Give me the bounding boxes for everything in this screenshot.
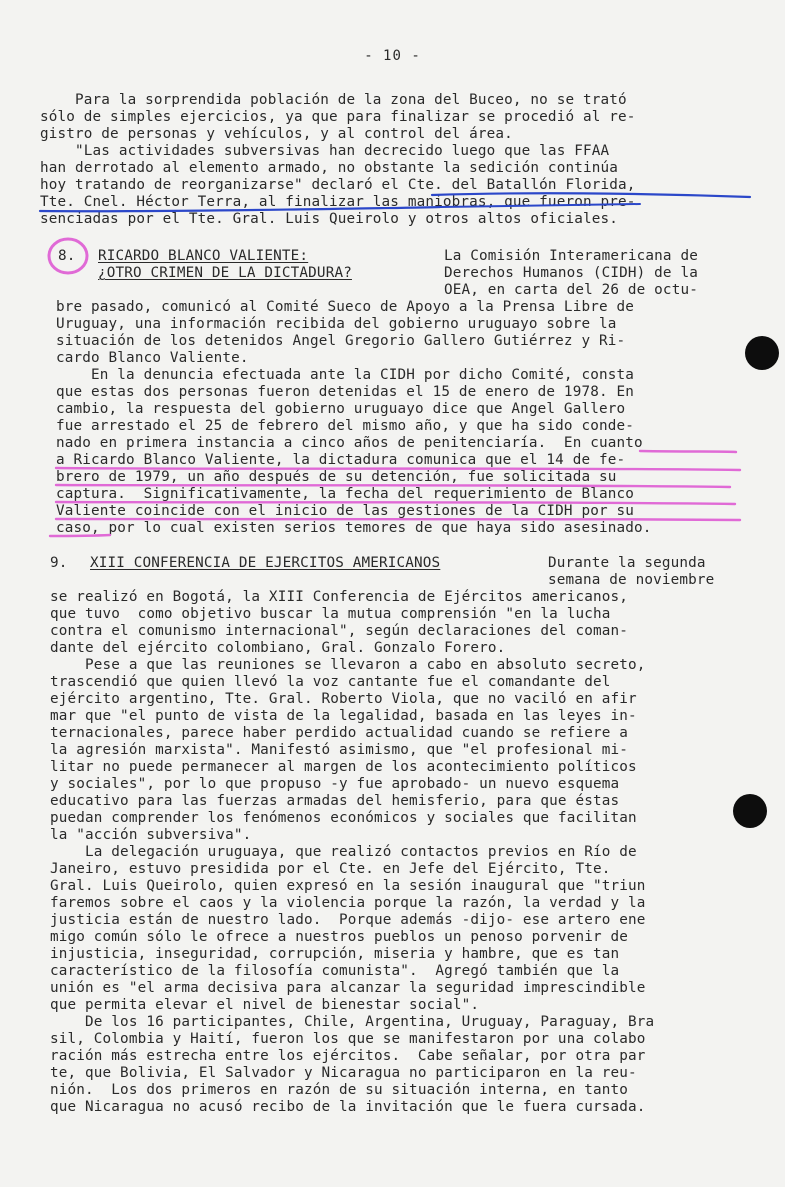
- text-line: mar que "el punto de vista de la legalidad, basada en las leyes in-: [50, 708, 637, 724]
- text-line: cardo Blanco Valiente.: [56, 350, 249, 366]
- text-line: que Nicaragua no acusó recibo de la invitación que le fuera cursada.: [50, 1099, 646, 1115]
- text-line: Durante la segunda: [548, 555, 706, 571]
- text-line: educativo para las fuerzas armadas del hemisferio, para que éstas: [50, 793, 620, 809]
- text-line: característico de la filosofía comunista". Agregó también que la: [50, 963, 620, 979]
- text-line: brero de 1979, un año después de su detención, fue solicitada su: [56, 469, 617, 485]
- text-line: puedan comprender los fenómenos económicos y sociales que facilitan: [50, 810, 637, 826]
- section-title-line1: RICARDO BLANCO VALIENTE:: [98, 248, 309, 264]
- text-line: fue arrestado el 25 de febrero del mismo año, y que ha sido conde-: [56, 418, 634, 434]
- text-line: "Las actividades subversivas han decrecido luego que las FFAA: [40, 143, 610, 159]
- text-line: nado en primera instancia a cinco años de penitenciaría. En cuanto: [56, 435, 643, 451]
- text-line: que tuvo como objetivo buscar la mutua comprensión "en la lucha: [50, 606, 611, 622]
- text-line: Valiente coincide con el inicio de las gestiones de la CIDH por su: [56, 503, 634, 519]
- text-line: En la denuncia efectuada ante la CIDH por dicho Comité, consta: [56, 367, 634, 383]
- text-line: Pese a que las reuniones se llevaron a cabo en absoluto secreto,: [50, 657, 646, 673]
- text-line: semana de noviembre: [548, 572, 715, 588]
- text-line: OEA, en carta del 26 de octu-: [444, 282, 698, 298]
- text-line: captura. Significativamente, la fecha del requerimiento de Blanco: [56, 486, 634, 502]
- text-line: y sociales", por lo que propuso -y fue aprobado- un nuevo esquema: [50, 776, 620, 792]
- text-line: Tte. Cnel. Héctor Terra, al finalizar las maniobras, que fueron pre-: [40, 194, 636, 210]
- text-line: se realizó en Bogotá, la XIII Conferencia de Ejércitos americanos,: [50, 589, 628, 605]
- text-line: senciadas por el Tte. Gral. Luis Queirolo y otros altos oficiales.: [40, 211, 618, 227]
- text-line: la "acción subversiva".: [50, 827, 252, 843]
- section-title: XIII CONFERENCIA DE EJERCITOS AMERICANOS: [90, 555, 441, 571]
- text-line: gistro de personas y vehículos, y al control del área.: [40, 126, 513, 142]
- text-line: unión es "el arma decisiva para alcanzar la seguridad imprescindible: [50, 980, 646, 996]
- text-line: contra el comunismo internacional", según declaraciones del coman-: [50, 623, 628, 639]
- text-line: a Ricardo Blanco Valiente, la dictadura comunica que el 14 de fe-: [56, 452, 626, 468]
- text-line: han derrotado al elemento armado, no obstante la sedición continúa: [40, 160, 618, 176]
- text-line: situación de los detenidos Angel Gregorio Gallero Gutiérrez y Ri-: [56, 333, 626, 349]
- pink-underline-1: [640, 451, 736, 452]
- text-line: trascendió que quien llevó la voz cantante fue el comandante del: [50, 674, 611, 690]
- text-line: te, que Bolivia, El Salvador y Nicaragua no participaron en la reu-: [50, 1065, 637, 1081]
- text-line: faremos sobre el caos y la violencia porque la razón, la verdad y la: [50, 895, 646, 911]
- punch-hole: [733, 794, 767, 828]
- text-line: Gral. Luis Queirolo, quien expresó en la sesión inaugural que "triun: [50, 878, 646, 894]
- text-line: dante del ejército colombiano, Gral. Gonzalo Forero.: [50, 640, 506, 656]
- text-line: que estas dos personas fueron detenidas el 15 de enero de 1978. En: [56, 384, 634, 400]
- text-line: caso, por lo cual existen serios temores de que haya sido asesinado.: [56, 520, 652, 536]
- text-line: Uruguay, una información recibida del gobierno uruguayo sobre la: [56, 316, 617, 332]
- text-line: Para la sorprendida población de la zona del Buceo, no se trató: [40, 92, 627, 108]
- section-title-line2: ¿OTRO CRIMEN DE LA DICTADURA?: [98, 265, 352, 281]
- text-line: Janeiro, estuvo presidida por el Cte. en Jefe del Ejército, Tte.: [50, 861, 611, 877]
- text-line: injusticia, inseguridad, corrupción, miseria y hambre, que es tan: [50, 946, 620, 962]
- text-line: De los 16 participantes, Chile, Argentina, Uruguay, Paraguay, Bra: [50, 1014, 655, 1030]
- text-line: La delegación uruguaya, que realizó contactos previos en Río de: [50, 844, 637, 860]
- punch-hole: [745, 336, 779, 370]
- text-line: sólo de simples ejercicios, ya que para finalizar se procedió al re-: [40, 109, 636, 125]
- text-line: ración más estrecha entre los ejércitos. Cabe señalar, por otra par: [50, 1048, 646, 1064]
- text-line: La Comisión Interamericana de: [444, 248, 698, 264]
- text-line: Derechos Humanos (CIDH) de la: [444, 265, 698, 281]
- text-line: sil, Colombia y Haití, fueron los que se manifestaron por una colabo: [50, 1031, 646, 1047]
- text-line: nión. Los dos primeros en razón de su situación interna, en tanto: [50, 1082, 628, 1098]
- page-number: - 10 -: [364, 48, 421, 64]
- text-line: ternacionales, parece haber perdido actualidad cuando se refiere a: [50, 725, 628, 741]
- text-line: ejército argentino, Tte. Gral. Roberto Viola, que no vaciló en afir: [50, 691, 637, 707]
- text-line: que permita elevar el nivel de bienestar social".: [50, 997, 480, 1013]
- text-line: bre pasado, comunicó al Comité Sueco de Apoyo a la Prensa Libre de: [56, 299, 634, 315]
- text-line: migo común sólo le ofrece a nuestros pueblos un penoso porvenir de: [50, 929, 628, 945]
- section-number: 9.: [50, 555, 68, 571]
- text-line: hoy tratando de reorganizarse" declaró el Cte. del Batallón Florida,: [40, 177, 636, 193]
- text-line: litar no puede permanecer al margen de los acontecimiento políticos: [50, 759, 637, 775]
- text-line: cambio, la respuesta del gobierno uruguayo dice que Angel Gallero: [56, 401, 626, 417]
- section-number: 8.: [58, 248, 76, 264]
- text-line: la agresión marxista". Manifestó asimismo, que "el profesional mi-: [50, 742, 628, 758]
- text-line: justicia están de nuestro lado. Porque además -dijo- ese artero ene: [50, 912, 646, 928]
